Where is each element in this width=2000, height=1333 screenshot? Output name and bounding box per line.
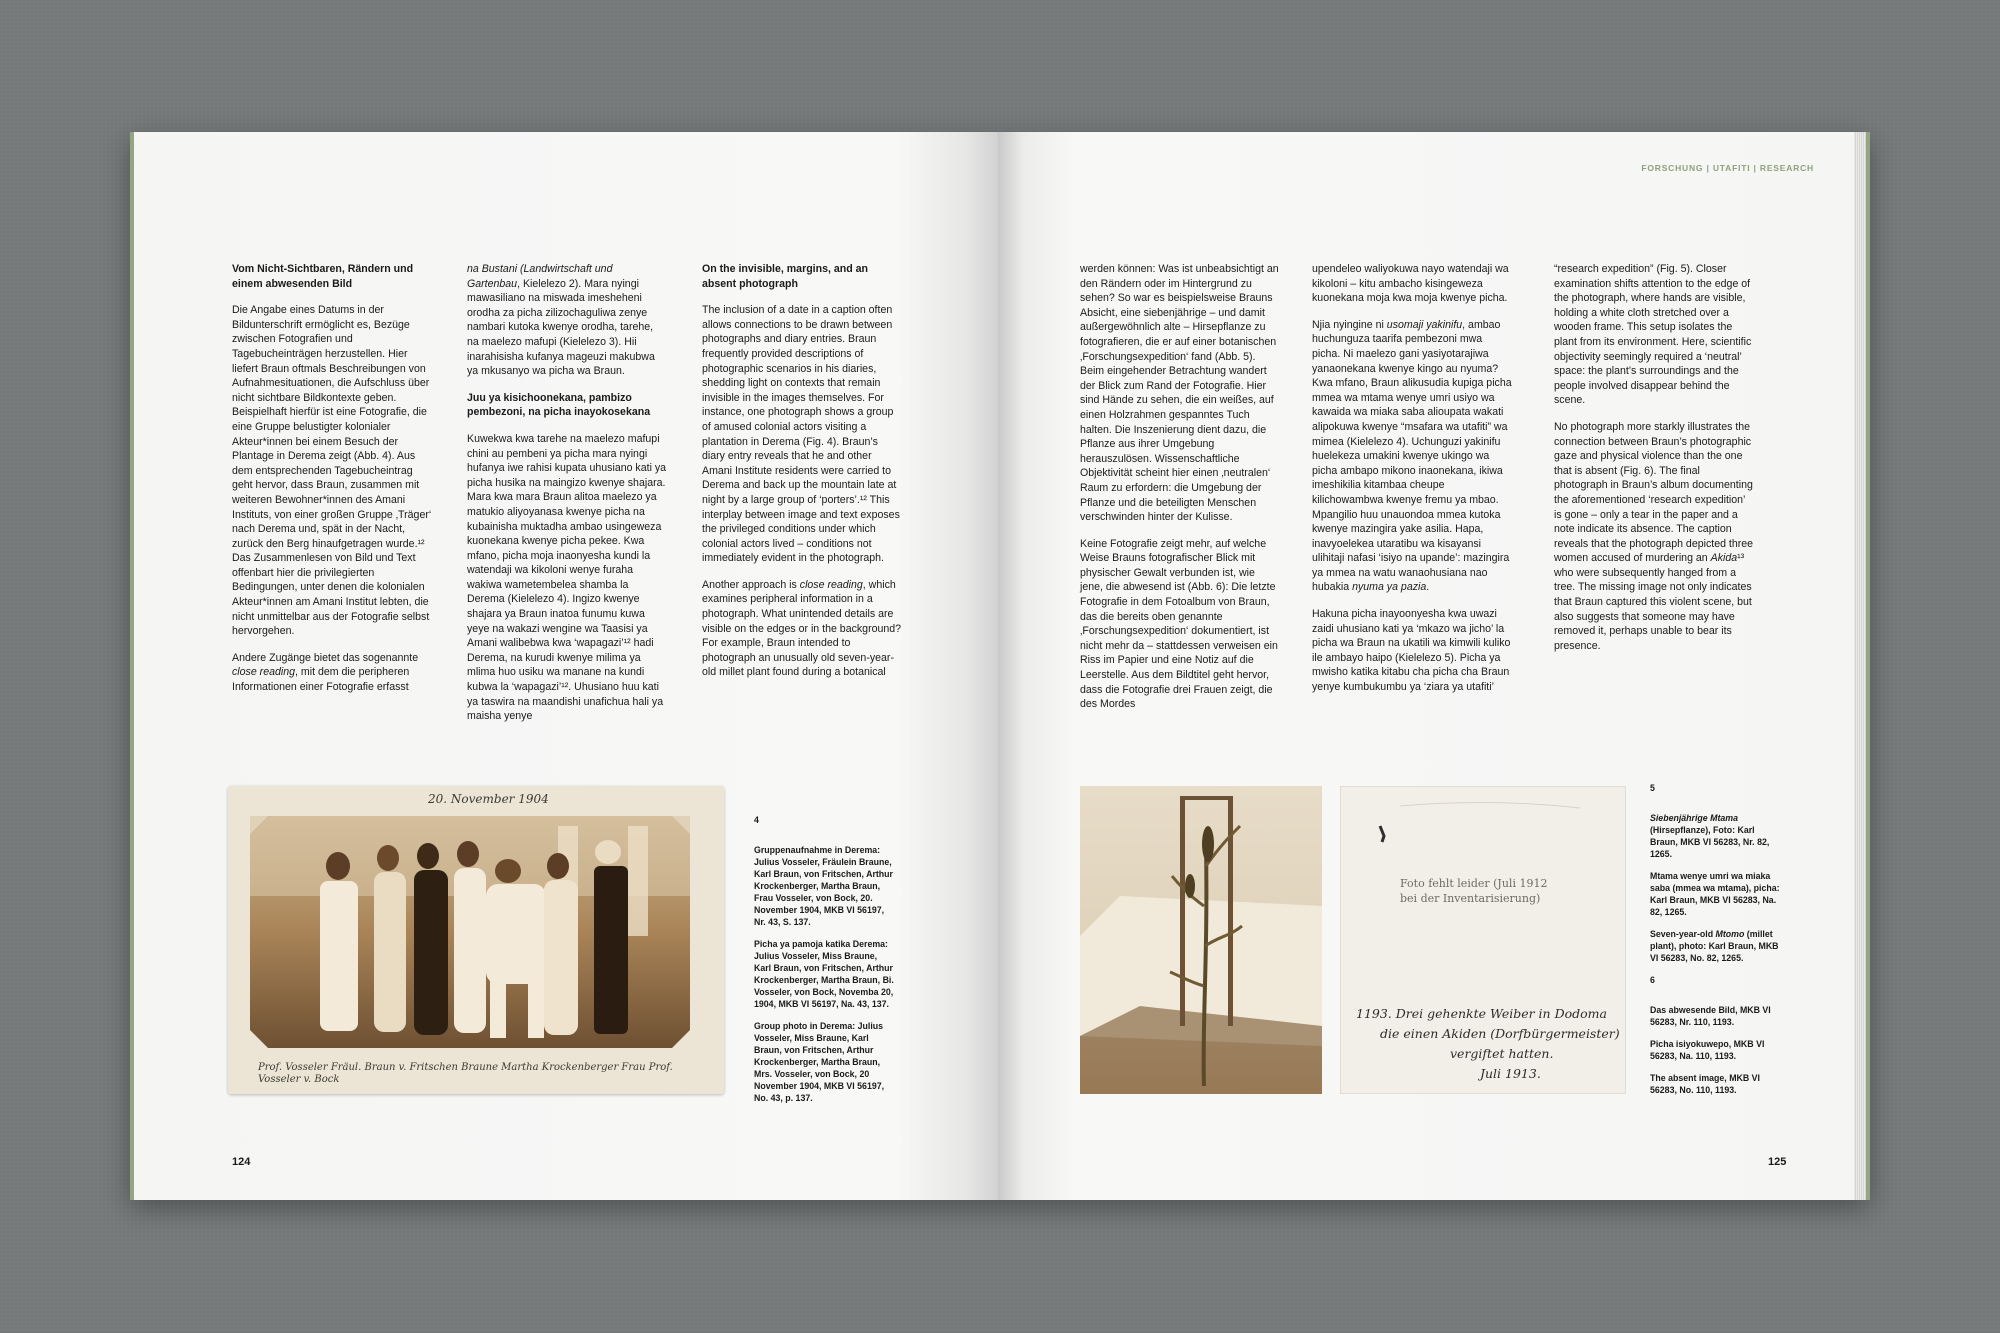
handwritten-title-1: 1193. Drei gehenkte Weiber in Dodoma (1356, 1006, 1607, 1021)
right-col-english (1554, 262, 1754, 665)
paragraph: Njia nyingine ni usomaji yakinifu, ambao huchunguza taarifa pembezoni mwa picha. Ni maelezo gani yasiyotarajiwa yanaonekana kwenye kingo au nyuma? Kwa mfano, Braun alikusudia kupiga picha mmea wa mtama wenye umri usiyo wa kawaida wa miaka saba alioupata wakati alipokuwa kwenye “msafara wa utafiti” wa mimea (Kielelezo 4). Uchunguzi yakinifu huelekeza umakini kwenye ukingo wa picha ambapo mikono inaonekana, ikiwa imeshikilia kitambaa cheupe kilichowambwa kwenye fremu ya mbao. Mpangilio huu unauondoa mmea kutoka kwenye mazingira yake asilia. Hapa, inavyoelekea utaratibu wa kisayansi ulihitaji nafasi ‘isiyo na upande’: mazingira ya mmea na watu wanaohusiana nao hubakia nyuma ya pazia. (1312, 318, 1512, 594)
paragraph: “research expedition” (Fig. 5). Closer examination shifts attention to the edge of the photograph, where hands are visible, holding a white cloth stretched over a wooden frame. This setup isolates the plant from its environment. Here, scientific objectivity seemingly required a ‘neutral’ space: the plant’s surroundings and the people involved disappear behind the scene. (1554, 263, 1752, 407)
figure-number: 4 (754, 815, 759, 825)
caption-swahili: Picha ya pamoja katika Derema: Julius Vosseler, Miss Braune, Karl Braun, von Fritschen, Arthur Krockenberger, Martha Braun, Bi. Vosseler, von Bock, Novemba 20, 1904, MKB VI 56197, Na. 43, 137. (754, 939, 894, 1009)
paragraph: Kuwekwa kwa tarehe na maelezo mafupi chini au pembeni ya picha mara nyingi hufanya iwe rahisi kupata uhusiano kati ya picha husika na maingizo kwenye shajara. Mara kwa mara Braun alitoa maelezo ya matukio aliyoyanasa kwenye picha na kubainisha muktadha ambao usingeweza kuonekana kwenye picha pekee. Kwa mfano, picha moja inaonyesha kundi la watendaji wa kikoloni wenye furaha wakiwa wametembelea shamba la Derema (Kielelezo 4). Ingizo kwenye shajara ya Braun inatoa funumu kuwa yeye na wakazi wengine wa Taasisi ya Amani walibebwa kwa ‘wapagazi’¹² hadi Derema, na kurudi kwenye milima ya mlima huo usiku wa manane na kundi kubwa la ‘wapagazi’¹². Uhusiano huu kati ya taswira na maandishi unafichua hali ya maisha yenye (467, 432, 667, 723)
caption-german: Gruppenaufnahme in Derema: Julius Vosseler, Fräulein Braune, Karl Braun, von Fritschen, Arthur Krockenberger, Martha Braun, Frau Vosseler, von Bock, 20. November 1904, MKB VI 56197, Nr. 43, S. 137. (754, 845, 893, 927)
left-col-german (232, 262, 432, 707)
caption-figure-4 (754, 814, 894, 1114)
millet-plant-image (1080, 786, 1322, 1094)
section-heading: On the invisible, margins, and an absent photograph (702, 263, 869, 290)
absent-photo-page (1340, 786, 1626, 1094)
caption-german: Siebenjährige Mtama (Hirsepflanze), Foto: Karl Braun, MKB VI 56283, Nr. 82, 1265. (1650, 813, 1770, 859)
paragraph: Hakuna picha inayoonyesha kwa uwazi zaidi uhusiano kati ya ‘mkazo wa jicho’ la picha wa Braun na ukatili wa kimwili kuliko ile ambayo haipo (Kielelezo 5). Picha ya mwisho katika kitabu cha picha cha Braun yenye kumbukumbu ya ‘ziara ya utafiti’ (1312, 608, 1511, 694)
page-number: 125 (1768, 1156, 1787, 1168)
caption-english: The absent image, MKB VI 56283, No. 110, 1193. (1650, 1073, 1760, 1095)
photo-names-handwriting: Prof. Vosseler Fräul. Braun v. Fritschen Braune Martha Krockenberger Frau Prof. Vosseler v. Bock (258, 1062, 673, 1085)
left-page (134, 132, 1002, 1200)
caption-swahili: Picha isiyokuwepo, MKB VI 56283, Na. 110, 1193. (1650, 1039, 1765, 1061)
handwritten-title-4: Juli 1913. (1480, 1066, 1541, 1081)
paragraph: werden können: Was ist unbeabsichtigt an den Rändern oder im Hintergrund zu sehen? So war es beispielsweise Brauns Absicht, eine siebenjährige – und damit außergewöhnlich alte – Hirsepflanze zu fotografieren, die er auf einer botanischen ‚Forschungsexpedition‘ fand (Abb. 5). Beim eingehender Betrachtung wandert der Blick zum Rand der Fotografie. Hier sind Hände zu sehen, die ein weißes, auf einen Holzrahmen gespanntes Tuch halten. Die Inszenierung dient dazu, die Pflanze aus ihrer Umgebung herauszulösen. Wissenschaftliche Objektivität scheint hier einen ‚neutralen‘ Raum zu erfordern: die Umgebung der Pflanze und die beteiligten Menschen verschwinden hinter der Kulisse. (1080, 263, 1279, 524)
millet-plant-photo (1080, 786, 1322, 1094)
paragraph: No photograph more starkly illustrates the connection between Braun’s photographic gaze and physical violence than the one that is absent (Fig. 6). The final photograph in Braun’s album documenting the aforementioned ‘research expedition’ is gone – only a tear in the paper and a note indicate its absence. The caption reveals that the photograph depicted three women accused of murdering an Akida¹³ who were subsequently hanged from a tree. The missing image not only indicates that Braun captured this violent scene, but also suggests that someone may have removed it, perhaps unable to bear its presence. (1554, 420, 1754, 652)
caption-swahili: Mtama wenye umri wa miaka saba (mmea wa mtama), picha: Karl Braun, MKB VI 56283, Na. 82, 1265. (1650, 871, 1780, 917)
group-photo-derema (228, 786, 724, 1094)
page-edges (1854, 132, 1866, 1200)
figure-number: 6 (1650, 975, 1655, 985)
paragraph: The inclusion of a date in a caption often allows connections to be drawn between photographs and diary entries. Braun frequently provided descriptions of photographic scenarios in his diaries, shedding light on contexts that remain invisible in the images themselves. For instance, one photograph shows a group of amused colonial actors visiting a plantation in Derema (Fig. 4). Braun’s diary entry reveals that he and other Amani Institute residents were carried to Derema and back up the mountain late at night by a large group of ‘porters’.¹² This interplay between image and text exposes the privileged conditions under which colonial actors lived – conditions not immediately evident in the photograph. (702, 304, 900, 565)
handwritten-title-3: vergiftet hatten. (1450, 1046, 1554, 1061)
book-spread (130, 132, 1870, 1200)
paragraph: Another approach is close reading, which examines peripheral information in a photograph. What unintended details are visible on the edges or in the background? For example, Braun intended to photograph an unusually old seven-year-old millet plant found during a botanical (702, 578, 902, 679)
section-heading: Vom Nicht-Sichtbaren, Rändern und einem abwesenden Bild (232, 263, 414, 290)
caption-english: Group photo in Derema: Julius Vosseler, Miss Braune, Karl Braun, von Fritschen, Arthur Krockenberger, Martha Braun, Mrs. Vosseler, von Bock, 20 November 1904, MKB VI 56197, No. 43, p. 137. (754, 1021, 885, 1103)
missing-photo-note: Foto fehlt leider (Juli 1912 bei der Inventarisierung) (1400, 877, 1548, 905)
handwritten-title-2: die einen Akiden (Dorfbürgermeister) (1380, 1026, 1620, 1041)
captions-figures-5-6 (1650, 782, 1780, 1106)
caption-english: Seven-year-old Mtomo (millet plant), photo: Karl Braun, MKB VI 56283, No. 82, 1265. (1650, 929, 1779, 963)
right-page (998, 132, 1854, 1200)
paragraph: Die Angabe eines Datums in der Bildunterschrift ermöglicht es, Bezüge zwischen Fotografien und Tagebucheinträgen herzustellen. Hier liefert Braun oftmals Beschreibungen von Aufnahmesituationen, die Aufschluss über nicht sichtbare Bildkontexte geben. Beispielhaft hierfür ist eine Fotografie, die eine Gruppe belustigter kolonialer Akteur*innen bei einem Besuch der Plantage in Derema zeigt (Abb. 4). Aus dem entsprechenden Tagebucheintrag geht hervor, dass Braun, zusammen mit weiteren Bewohner*innen des Amani Instituts, von einer großen Gruppe ‚Träger‘ nach Derema und, spät in der Nacht, zurück den Berg hinaufgetragen wurde.¹² Das Zusammenlesen von Bild und Text offenbart hier die privilegierten Bedingungen, unter denen die kolonialen Akteur*innen am Amani Institut lebten, die nicht unmittelbar aus der Fotografie selbst hervorgehen. (232, 304, 432, 638)
paragraph: Andere Zugänge bietet das sogenannte close reading, mit dem die peripheren Informationen einer Fotografie erfasst (232, 651, 419, 694)
page-number: 124 (232, 1156, 251, 1168)
left-col-swahili (467, 262, 667, 736)
left-col-english (702, 262, 902, 692)
paragraph: upendeleo waliyokuwa nayo watendaji wa kikoloni – kitu ambacho kisingeweza kuonekana moja kwa moja kwenye picha. (1312, 263, 1509, 305)
paragraph: Keine Fotografie zeigt mehr, auf welche Weise Brauns fotografischer Blick mit physischer Gewalt verbunden ist, wie jene, die abwesend ist (Abb. 6): Die letzte Fotografie in dem Fotoalbum von Braun, das die bereits oben genannte ‚Forschungsexpedition‘ dokumentiert, ist nicht mehr da – stattdessen verweisen ein Riss im Papier und eine Notiz auf die Leerstelle. Aus dem Bildtitel geht hervor, dass die Fotografie drei Frauen zeigt, die des Mordes (1080, 537, 1278, 711)
caption-german: Das abwesende Bild, MKB VI 56283, Nr. 110, 1193. (1650, 1005, 1771, 1027)
section-heading: Juu ya kisichoonekana, pambizo pembezoni, na picha inayokosekana (467, 391, 651, 419)
figure-number: 5 (1650, 783, 1655, 793)
running-head: FORSCHUNG | UTAFITI | RESEARCH (1641, 163, 1814, 173)
group-photo-image (228, 786, 724, 1094)
right-col-german (1080, 262, 1280, 724)
right-col-swahili (1312, 262, 1512, 707)
paragraph: na Bustani (Landwirtschaft und Gartenbau, Kielelezo 2). Mara nyingi mawasiliano na miswada imesheheni orodha za picha zilizochaguliwa zenye nambari kutoka kwenye orodha, tarehe, na maelezo mafupi (Kielelezo 3). Hii inarahisisha kufanya mageuzi makubwa ya mkusanyo wa picha wa Braun. (467, 263, 655, 378)
photo-date-handwriting: 20. November 1904 (428, 792, 549, 806)
